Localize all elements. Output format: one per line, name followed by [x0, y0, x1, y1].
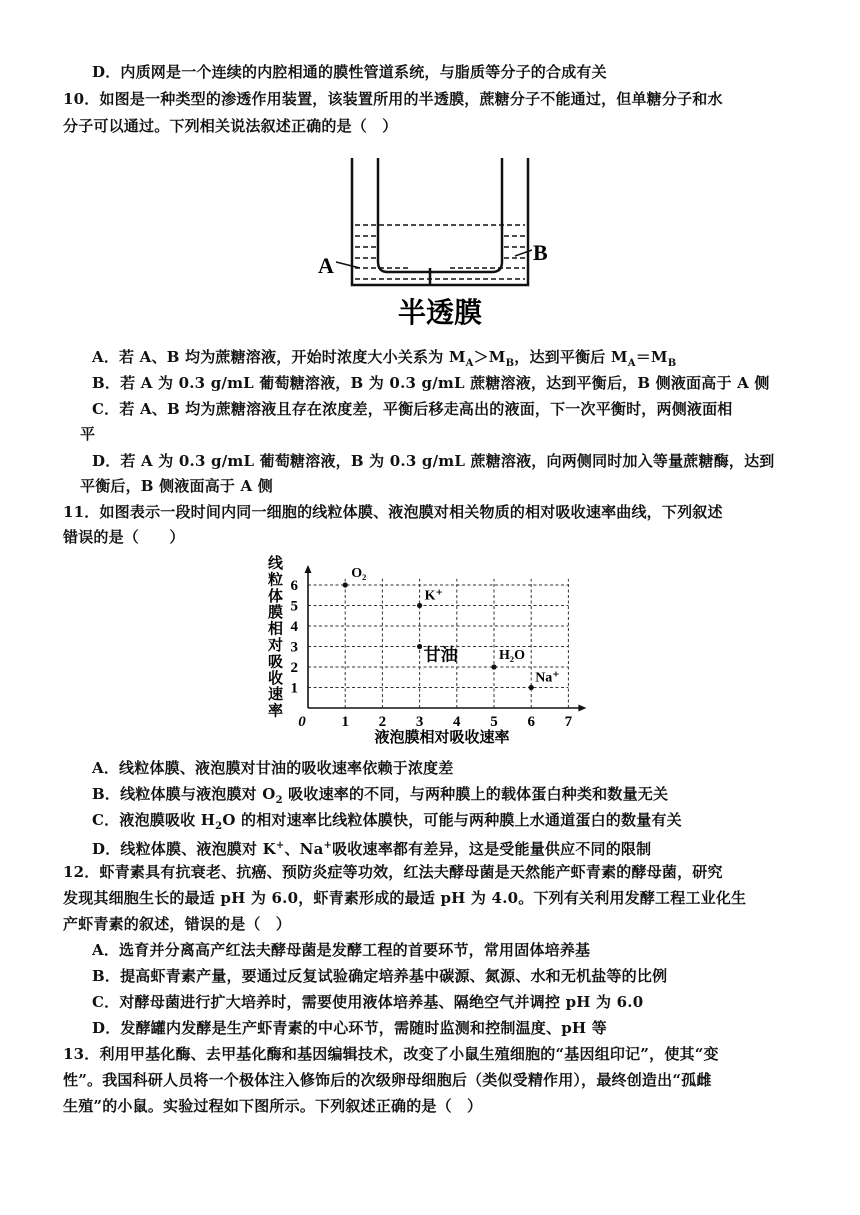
- data-point: [491, 664, 496, 669]
- membrane-caption: 半透膜: [398, 298, 483, 329]
- x-tick-label: 4: [453, 714, 461, 730]
- q10-stem-line2: 分子可以通过。下列相关说法叙述正确的是（ ）: [63, 117, 398, 135]
- q12-option-b: B．提高虾青素产量，要通过反复试验确定培养基中碳源、氮源、水和无机盐等的比例: [92, 967, 668, 985]
- q11-option-c: C．液泡膜吸收 $H_2O$ 的相对速率比线粒体膜快，可能与两种膜上水通道蛋白的数量有关: [92, 811, 682, 832]
- data-point-label: K⁺: [424, 588, 443, 604]
- label-a: A: [318, 253, 334, 278]
- data-point: [529, 685, 534, 690]
- label-b-pointer: [515, 250, 532, 256]
- data-point-label: Na⁺: [535, 670, 560, 686]
- y-axis-label-char: 对: [268, 638, 284, 654]
- x-tick-label: 5: [490, 714, 498, 730]
- y-tick-label: 3: [290, 639, 298, 656]
- data-point-label: O₂: [351, 566, 367, 581]
- q10-option-c-line1: C．若 A、B 均为蔗糖溶液且存在浓度差，平衡后移走高出的液面，下一次平衡时，两侧液面相: [92, 400, 733, 418]
- y-tick-label: 6: [290, 578, 298, 594]
- y-axis-label: [267, 555, 284, 720]
- y-axis-label-char: 收: [268, 670, 284, 687]
- data-point-label: 甘油: [423, 645, 458, 665]
- q12-stem-line3: 产虾青素的叙述，错误的是（ ）: [63, 915, 292, 933]
- x-tick-label: 3: [415, 714, 424, 730]
- y-tick-label: 1: [290, 680, 298, 697]
- q10-option-d-line1: D．若 A 为 0.3 g/mL 葡萄糖溶液，B 为 0.3 g/mL 蔗糖溶液，向两侧同时加入等量蔗糖酶，达到: [92, 452, 775, 470]
- q11-option-b: B．线粒体膜与液泡膜对 $O_2$ 吸收速率的不同，与两种膜上的载体蛋白种类和数量无关: [92, 785, 669, 806]
- q10-option-b: B．若 A 为 0.3 g/mL 葡萄糖溶液，B 为 0.3 g/mL 蔗糖溶液，达到平衡后，B 侧液面高于 A 侧: [92, 374, 770, 392]
- q11-option-a: A．线粒体膜、液泡膜对甘油的吸收速率依赖于浓度差: [92, 759, 454, 777]
- q9-option-d: D．内质网是一个连续的内腔相通的膜性管道系统，与脂质等分子的合成有关: [92, 63, 607, 81]
- y-axis-label-char: 体: [268, 588, 284, 605]
- q11-stem-line2: 错误的是（ ）: [63, 528, 185, 546]
- q10-option-d-line2: 平衡后，B 侧液面高于 A 侧: [80, 477, 273, 495]
- x-tick-label: 1: [341, 714, 349, 730]
- y-axis-arrow: [305, 565, 312, 573]
- q12-option-a: A．选育并分离高产红法夫酵母菌是发酵工程的首要环节，常用固体培养基: [92, 941, 591, 959]
- x-tick-label: 7: [564, 714, 573, 730]
- y-tick-label: 5: [290, 598, 298, 615]
- q11-option-d: D．线粒体膜、液泡膜对 K+、Na+吸收速率都有差异，这是受能量供应不同的限制: [92, 840, 652, 858]
- q10-option-a: A．若 A、B 均为蔗糖溶液，开始时浓度大小关系为 $M_A>M_B$，达到平衡后 $M_A=M_B$: [92, 348, 677, 369]
- data-point-label: H₂O: [499, 648, 525, 663]
- x-tick-label: 0: [298, 714, 306, 730]
- q12-option-c: C．对酵母菌进行扩大培养时，需要使用液体培养基、隔绝空气并调控 pH 为 6.0: [92, 993, 644, 1011]
- data-point: [417, 603, 422, 608]
- y-tick-label: 2: [290, 660, 298, 676]
- y-axis-label-char: 粒: [268, 572, 284, 589]
- y-axis-label-char: 吸: [268, 654, 284, 671]
- absorption-rate-chart: [262, 552, 602, 752]
- q13-stem-line2: 性”。我国科研人员将一个极体注入修饰后的次级卵母细胞后（类似受精作用），最终创造出“孤雌: [63, 1071, 712, 1089]
- q13-stem-line1: 13．利用甲基化酶、去甲基化酶和基因编辑技术，改变了小鼠生殖细胞的“基因组印记”，使其“变: [63, 1045, 719, 1063]
- q12-stem-line2: 发现其细胞生长的最适 pH 为 6.0，虾青素形成的最适 pH 为 4.0。下列有关利用发酵工程工业化生: [63, 889, 747, 907]
- y-axis-label-char: 膜: [268, 605, 284, 622]
- x-axis-arrow: [578, 705, 586, 712]
- q12-option-d: D．发酵罐内发酵是生产虾青素的中心环节，需随时监测和控制温度、pH 等: [92, 1019, 607, 1037]
- q13-stem-line3: 生殖”的小鼠。实验过程如下图所示。下列叙述正确的是（ ）: [63, 1097, 483, 1115]
- label-a-pointer: [336, 262, 360, 268]
- osmosis-device-figure: [300, 150, 560, 335]
- y-axis-label-char: 速: [268, 687, 284, 704]
- q12-stem-line1: 12．虾青素具有抗衰老、抗癌、预防炎症等功效，红法夫酵母菌是天然能产虾青素的酵母菌，研究: [63, 863, 723, 881]
- y-tick-label: 4: [290, 619, 298, 635]
- y-axis-label-char: 率: [268, 703, 284, 720]
- data-point: [343, 582, 348, 587]
- q11-stem-line1: 11．如图表示一段时间内同一细胞的线粒体膜、液泡膜对相关物质的相对吸收速率曲线，下列叙述: [63, 503, 723, 521]
- y-axis-label-char: 相: [268, 621, 284, 638]
- y-axis-label-char: 线: [268, 556, 284, 572]
- label-b: B: [533, 240, 548, 265]
- q10-option-c-line2: 平: [80, 425, 96, 443]
- data-point: [417, 644, 422, 649]
- x-axis-label: 液泡膜相对吸收速率: [374, 730, 510, 746]
- q10-stem-line1: 10．如图是一种类型的渗透作用装置，该装置所用的半透膜，蔗糖分子不能通过，但单糖分子和水: [63, 90, 723, 108]
- x-tick-label: 2: [378, 714, 387, 730]
- u-tube-inner-wall: [378, 158, 502, 272]
- x-tick-label: 6: [527, 714, 535, 730]
